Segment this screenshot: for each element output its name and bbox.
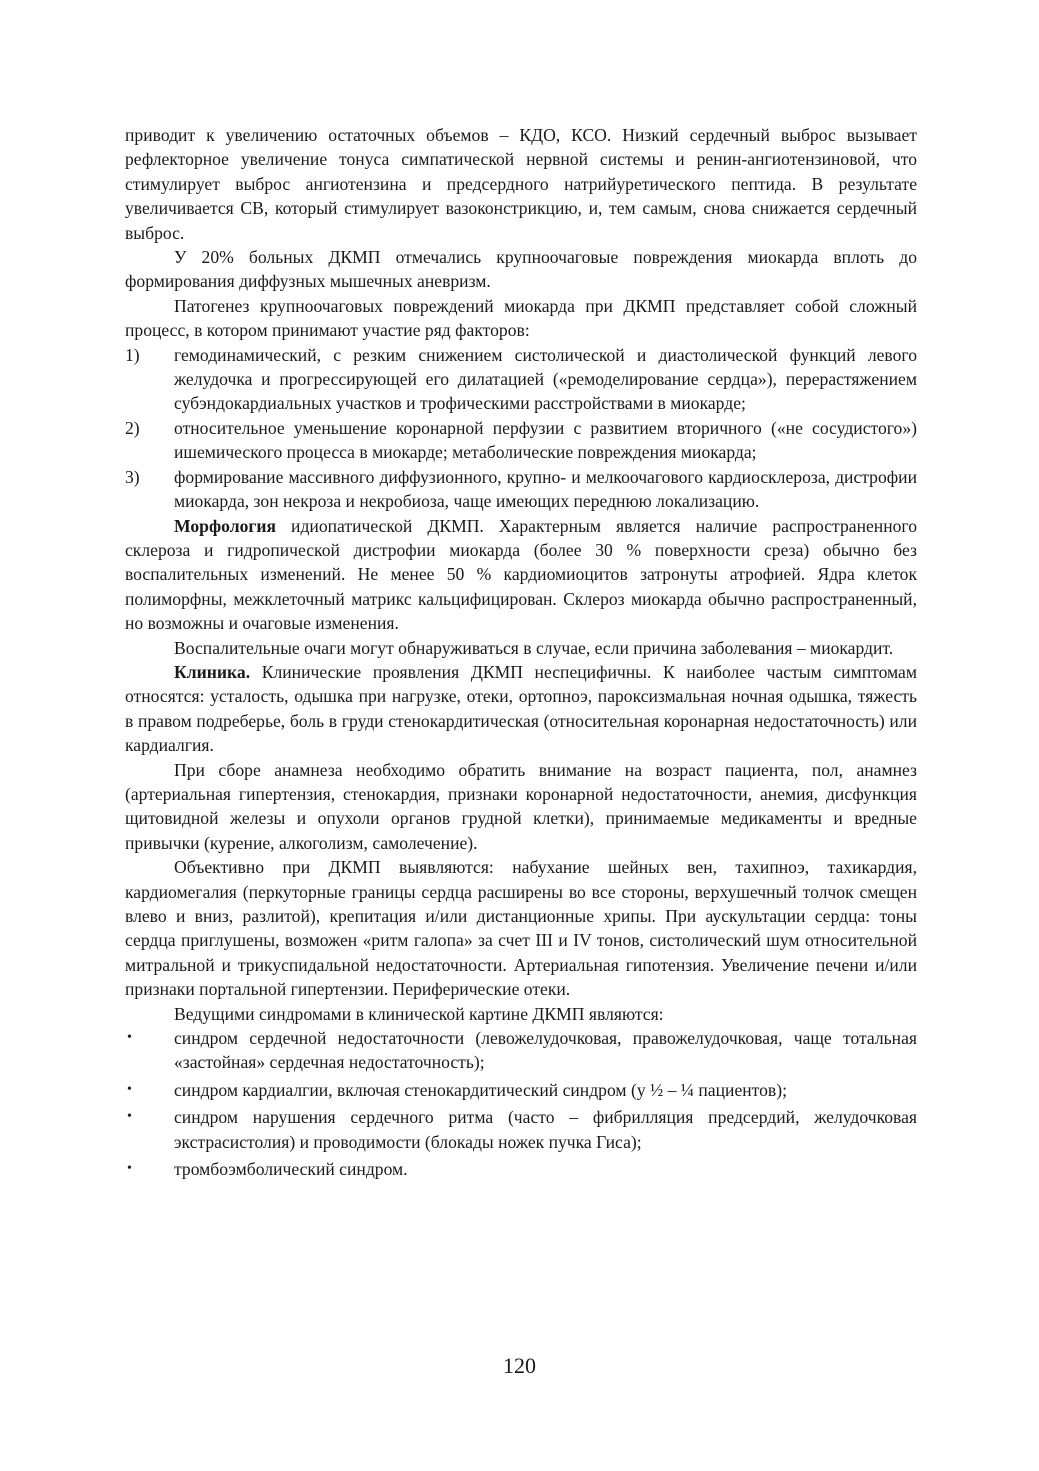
clinic-text: Клинические проявления ДКМП неспецифичны. К наиболее частым симптомам относятся: усталость, одышка при нагрузке, отеки, ортопноэ, пароксизмальная ночная одышка, тяжесть в правом подреберье, боль в груди стенокардитическая (относительная коронарная недостаточность) или кардиалгия. (125, 661, 917, 756)
list-item (125, 1026, 917, 1075)
list-item (125, 1078, 917, 1102)
bullet-icon: • (127, 1109, 132, 1125)
list-item-text: гемодинамический, с резким снижением систолической и диастолической функций левого желудочка и прогрессирующей его дилатацией («ремоделирование сердца»), перерастяжением субэндокардиальных участков и трофическими расстройствами в миокарде; (174, 344, 917, 414)
list-item-text: формирование массивного диффузионного, крупно- и мелкоочагового кардиосклероза, дистрофии миокарда, зон некроза и некробиоза, чаще имеющих переднюю локализацию. (174, 466, 917, 512)
list-item-text: синдром кардиалгии, включая стенокардитический синдром (у ½ – ¼ пациентов); (174, 1079, 787, 1100)
list-number: 1) (125, 344, 140, 365)
bullet-icon: • (127, 1161, 132, 1177)
bullet-list (125, 1026, 917, 1181)
paragraph-pathogenesis: Патогенез крупноочаговых повреждений миокарда при ДКМП представляет собой сложный процесс, в котором принимают участие ряд факторов: (125, 295, 917, 341)
morphology-text: идиопатической ДКМП. Характерным является наличие распространенного склероза и гидропической дистрофии миокарда (более 30 % поверхности среза) обычно без воспалительных изменений. Не менее 50 % кардиомиоцитов затронуты атрофией. Ядра клеток полиморфны, межклеточный матрикс кальцифицирован. Склероз миокарда обычно распространенный, но возможны и очаговые изменения. (125, 515, 917, 634)
paragraph-clinic (125, 660, 917, 758)
paragraph-aneurysm: У 20% больных ДКМП отмечались крупноочаговые повреждения миокарда вплоть до формирования диффузных мышечных аневризм. (125, 247, 917, 292)
paragraph-objective: Объективно при ДКМП выявляются: набухание шейных вен, тахипноэ, тахикардия, кардиомегалия (перкуторные границы сердца расширены во все стороны, верхушечный толчок смещен влево и вниз, разлитой), крепитация и/или дистанционные хрипы. При аускультации сердца: тоны сердца приглушены, возможен «ритм галопа» за счет III и IV тонов, систолический шум относительной митральной и трикуспидальной недостаточности. Артериальная гипотензия. Увеличение печени и/или признаки портальной гипертензии. Периферические отеки. (125, 857, 917, 1000)
list-item (125, 1157, 917, 1181)
list-item-text: синдром сердечной недостаточности (левожелудочковая, правожелудочковая, чаще тотальная «застойная» сердечная недостаточность); (174, 1028, 917, 1073)
morphology-heading: Морфология (174, 515, 277, 536)
page-number: 120 (503, 1353, 536, 1378)
page-body (125, 123, 917, 1184)
list-item (125, 343, 917, 416)
list-item (125, 1105, 917, 1154)
list-item-text: синдром нарушения сердечного ритма (часто – фибрилляция предсердий, желудочковая экстрасистолия) и проводимости (блокады ножек пучка Гиса); (174, 1107, 917, 1152)
numbered-list (125, 343, 917, 514)
paragraph-syndromes: Ведущими синдромами в клинической картине ДКМП являются: (174, 1003, 664, 1024)
paragraph-anamnesis: При сборе анамнеза необходимо обратить внимание на возраст пациента, пол, анамнез (артериальная гипертензия, стенокардия, признаки коронарной недостаточности, анемия, дисфункция щитовидной железы и опухоли органов грудной клетки), принимаемые медикаменты и вредные привычки (курение, алкоголизм, самолечение). (125, 759, 917, 853)
bullet-icon: • (127, 1081, 132, 1097)
paragraph-inflammation: Воспалительные очаги могут обнаруживаться в случае, если причина заболевания – миокардит. (174, 637, 894, 658)
list-item-text: относительное уменьшение коронарной перфузии с развитием вторичного («не сосудистого») ишемического процесса в миокарде; метаболические повреждения миокарда; (174, 417, 917, 463)
list-item (125, 465, 917, 514)
list-item (125, 416, 917, 465)
list-item-text: тромбоэмболический синдром. (174, 1159, 408, 1180)
paragraph-morphology (125, 514, 917, 636)
paragraph-intro: приводит к увеличению остаточных объемов – КДО, КСО. Низкий сердечный выброс вызывает рефлекторное увеличение тонуса симпатической нервной системы и ренин-ангиотензиновой, что стимулирует выброс ангиотензина и предсердного натрийуретического пептида. В результате увеличивается СВ, который стимулирует вазоконстрикцию, и, тем самым, снова снижается сердечный выброс. (125, 125, 917, 243)
list-number: 3) (125, 466, 140, 487)
bullet-icon: • (127, 1030, 132, 1046)
clinic-heading: Клиника. (174, 661, 251, 682)
list-number: 2) (125, 417, 140, 438)
